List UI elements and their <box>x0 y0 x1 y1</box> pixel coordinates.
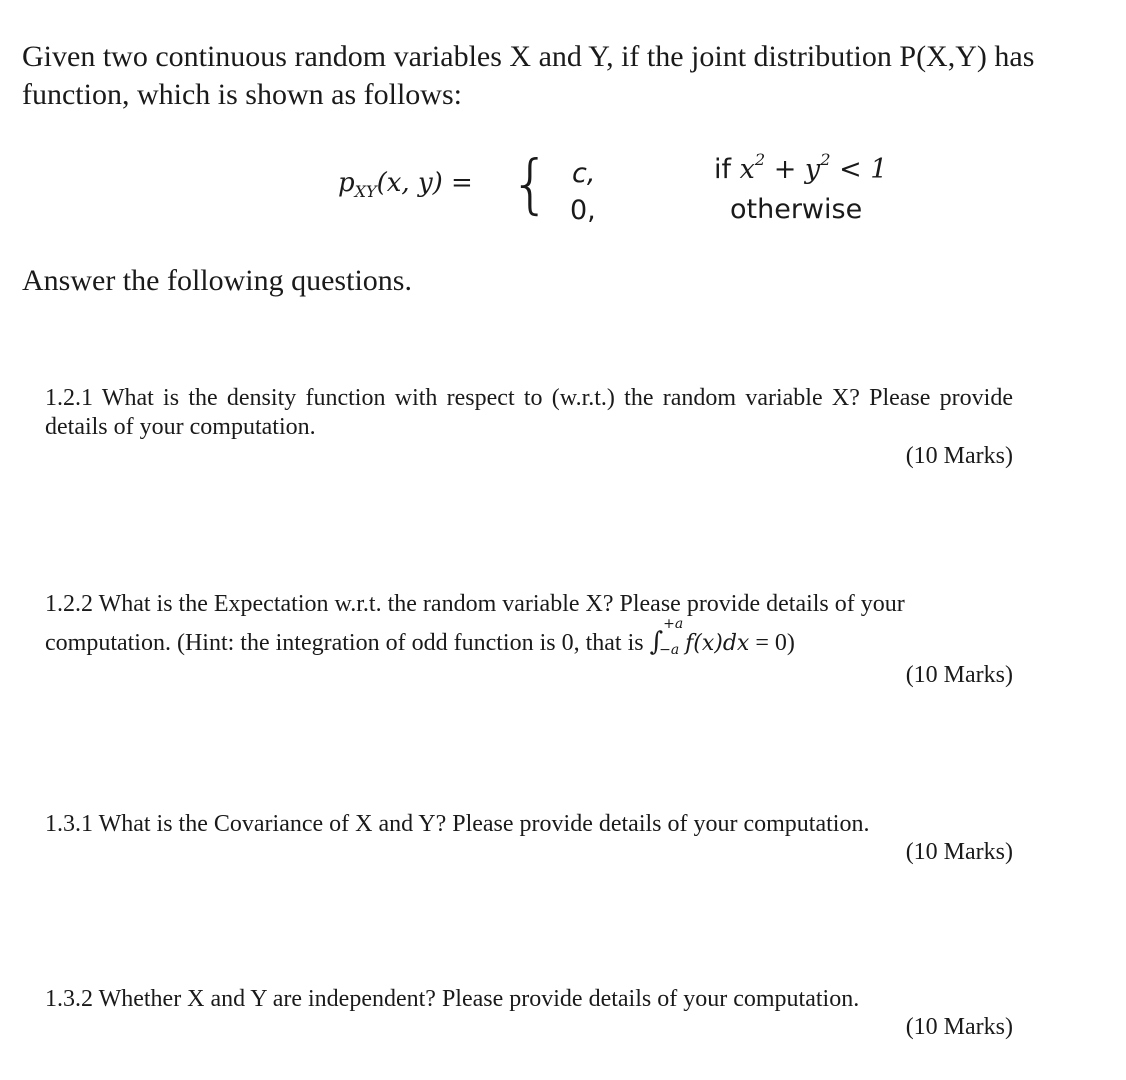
question-1-2-1: 1.2.1 What is the density function with respect to (w.r.t.) the random variable X? Please provide details of your computation. <box>45 385 1013 440</box>
question-1-2-2-hint-tail: = 0) <box>749 630 795 656</box>
integral-sign: ∫ <box>649 627 664 657</box>
integral-lower-limit: −a <box>659 642 680 658</box>
formula-function-name: p <box>338 168 355 198</box>
formula-subscript: XY <box>354 182 377 202</box>
case-1-condition-expr: $x^2 + y^2 < 1$ <box>739 150 888 185</box>
formula-brace: { <box>510 148 551 222</box>
formula-lhs <box>338 168 473 201</box>
case-1-condition-prefix: if <box>714 154 740 185</box>
answer-heading: Answer the following questions. <box>22 264 412 297</box>
intro-paragraph <box>22 38 1126 114</box>
question-1-2-2-line-1: 1.2.2 What is the Expectation w.r.t. the random variable X? Please provide details of your <box>45 591 905 617</box>
case-1-value: c, <box>572 158 596 189</box>
case-2-condition: otherwise <box>730 194 863 225</box>
question-1-3-1-marks: (10 Marks) <box>905 839 1013 865</box>
integral-upper-limit: +a <box>663 616 684 632</box>
question-1-3-1: 1.3.1 What is the Covariance of X and Y? Please provide details of your computation. <box>45 811 870 837</box>
question-1-2-1-marks: (10 Marks) <box>905 443 1013 469</box>
integral-integrand: f(x)dx <box>685 631 750 656</box>
case-2-value: 0, <box>570 195 596 226</box>
question-1-2-2-hint-prefix: computation. (Hint: the integration of odd function is 0, that is <box>45 630 650 656</box>
intro-line-1: Given two continuous random variables X and Y, if the joint distribution P(X,Y) has <box>22 40 1035 73</box>
intro-line-2: function, which is shown as follows: <box>22 78 462 111</box>
question-1-2-2-line-2 <box>45 616 795 658</box>
question-1-2-2-marks: (10 Marks) <box>905 662 1013 688</box>
formula-args: (x, y) = <box>376 168 473 198</box>
case-1-condition <box>714 150 888 185</box>
integral-expression <box>649 616 750 658</box>
question-1-3-2: 1.3.2 Whether X and Y are independent? Please provide details of your computation. <box>45 986 860 1012</box>
question-1-3-2-marks: (10 Marks) <box>905 1014 1013 1040</box>
